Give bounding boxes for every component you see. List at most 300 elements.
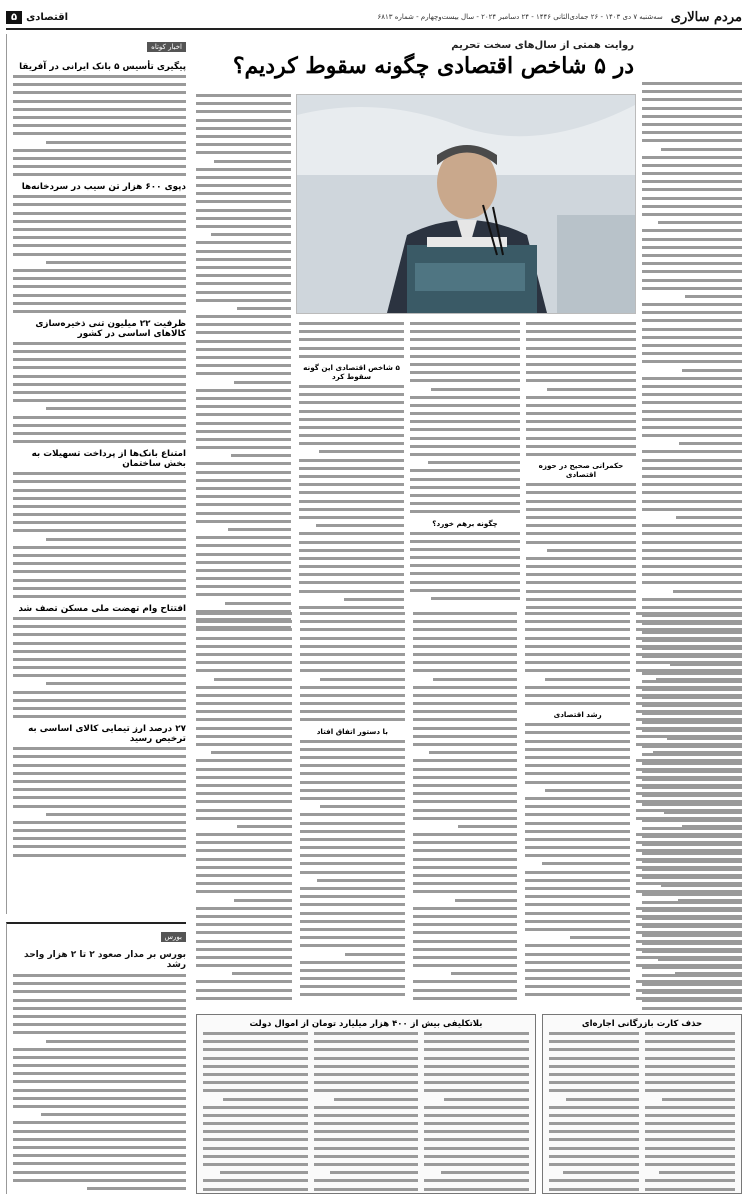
- lead-body: [299, 322, 404, 358]
- text-line: [196, 702, 292, 705]
- text-line: [642, 524, 742, 527]
- box-body: [424, 1032, 529, 1194]
- text-line: [196, 653, 292, 656]
- text-line: [196, 200, 291, 203]
- text-line: [410, 494, 520, 497]
- brief-title: پیگیری تأسیس ۵ بانک ایرانی در آفریقا: [19, 62, 186, 72]
- text-line: [424, 1032, 529, 1035]
- text-line: [300, 702, 405, 705]
- text-line: [645, 1048, 735, 1051]
- text-line: [13, 1089, 186, 1092]
- text-line: [424, 1155, 529, 1158]
- text-line: [526, 412, 636, 415]
- text-line: [636, 874, 742, 877]
- text-line: [196, 430, 291, 433]
- text-line: [410, 502, 520, 505]
- text-line: [196, 389, 291, 392]
- text-line: [526, 355, 636, 358]
- text-line: [413, 743, 518, 746]
- brief-title: امتناع بانک‌ها از پرداخت تسهیلات به بخش ساختمان: [31, 449, 186, 470]
- text-line: [13, 489, 186, 492]
- text-line: [196, 866, 292, 869]
- text-line: [196, 495, 291, 498]
- text-line: [300, 645, 405, 648]
- text-line: [196, 462, 291, 465]
- text-line: [300, 977, 405, 980]
- text-line: [13, 277, 186, 280]
- text-line: [642, 156, 742, 159]
- text-line: [46, 1040, 186, 1043]
- market-kicker: بورس: [161, 932, 187, 942]
- text-line: [636, 768, 742, 771]
- text-line: [410, 445, 520, 448]
- text-line: [642, 180, 742, 183]
- text-line: [636, 620, 742, 623]
- lead-body: [413, 612, 518, 1000]
- text-line: [642, 270, 742, 273]
- text-line: [642, 508, 742, 511]
- text-line: [549, 1114, 639, 1117]
- text-line: [526, 363, 636, 366]
- text-line: [13, 658, 186, 661]
- text-line: [413, 948, 518, 951]
- text-line: [549, 1040, 639, 1043]
- text-line: [525, 920, 630, 923]
- text-line: [299, 581, 404, 584]
- text-line: [196, 923, 292, 926]
- text-line: [526, 404, 636, 407]
- text-line: [642, 139, 742, 142]
- text-line: [645, 1057, 735, 1060]
- text-line: [525, 748, 630, 751]
- text-line: [237, 307, 291, 310]
- text-line: [636, 694, 742, 697]
- text-line: [525, 953, 630, 956]
- text-line: [196, 184, 291, 187]
- text-line: [525, 969, 630, 972]
- text-line: [682, 825, 742, 828]
- text-line: [314, 1163, 419, 1166]
- text-line: [636, 997, 742, 1000]
- text-line: [413, 661, 518, 664]
- text-line: [196, 397, 291, 400]
- text-line: [13, 845, 186, 848]
- text-line: [636, 710, 742, 713]
- text-line: [196, 143, 291, 146]
- text-line: [13, 424, 186, 427]
- text-line: [526, 396, 636, 399]
- text-line: [314, 1081, 419, 1084]
- text-line: [203, 1065, 308, 1068]
- text-line: [525, 628, 630, 631]
- text-line: [13, 1023, 186, 1026]
- text-line: [526, 565, 636, 568]
- text-line: [424, 1179, 529, 1182]
- text-line: [413, 694, 518, 697]
- text-line: [547, 388, 636, 391]
- lead-photo: [296, 94, 636, 314]
- text-line: [570, 936, 630, 939]
- text-line: [658, 221, 742, 224]
- text-line: [525, 822, 630, 825]
- text-line: [526, 437, 636, 440]
- text-line: [636, 735, 742, 738]
- text-line: [413, 628, 518, 631]
- text-line: [314, 1179, 419, 1182]
- text-line: [525, 797, 630, 800]
- text-line: [46, 261, 186, 264]
- text-line: [345, 953, 405, 956]
- text-line: [196, 102, 291, 105]
- text-line: [299, 393, 404, 396]
- text-line: [13, 132, 186, 135]
- text-line: [13, 83, 186, 86]
- text-line: [636, 800, 742, 803]
- text-line: [196, 792, 292, 795]
- text-line: [300, 993, 405, 996]
- text-line: [203, 1138, 308, 1141]
- text-line: [13, 391, 186, 394]
- text-line: [410, 548, 520, 551]
- text-line: [196, 536, 291, 539]
- text-line: [299, 557, 404, 560]
- text-line: [525, 985, 630, 988]
- text-line: [203, 1048, 308, 1051]
- text-line: [642, 581, 742, 584]
- text-line: [636, 628, 742, 631]
- text-line: [424, 1122, 529, 1125]
- text-line: [196, 553, 291, 556]
- text-line: [196, 422, 291, 425]
- text-line: [196, 348, 291, 351]
- text-line: [525, 731, 630, 734]
- text-line: [299, 459, 404, 462]
- text-line: [196, 661, 292, 664]
- text-line: [300, 628, 405, 631]
- text-line: [300, 903, 405, 906]
- news-briefs-column: [6, 34, 186, 914]
- text-line: [413, 997, 518, 1000]
- text-line: [413, 964, 518, 967]
- text-line: [300, 912, 405, 915]
- text-line: [410, 379, 520, 382]
- text-line: [300, 830, 405, 833]
- text-line: [636, 743, 742, 746]
- text-line: [299, 565, 404, 568]
- text-line: [636, 686, 742, 689]
- text-line: [234, 899, 292, 902]
- text-line: [642, 344, 742, 347]
- text-line: [196, 637, 292, 640]
- text-line: [203, 1147, 308, 1150]
- text-line: [300, 862, 405, 865]
- box-body: [314, 1032, 419, 1194]
- text-line: [636, 792, 742, 795]
- text-line: [549, 1032, 639, 1035]
- text-line: [636, 727, 742, 730]
- text-line: [203, 1089, 308, 1092]
- text-line: [314, 1048, 419, 1051]
- text-line: [642, 213, 742, 216]
- text-line: [300, 838, 405, 841]
- text-line: [413, 989, 518, 992]
- text-line: [314, 1188, 419, 1191]
- text-line: [13, 350, 186, 353]
- text-line: [410, 556, 520, 559]
- text-line: [13, 505, 186, 508]
- text-line: [636, 718, 742, 721]
- text-line: [196, 882, 292, 885]
- brief-body: [13, 617, 186, 718]
- text-line: [428, 461, 520, 464]
- brief-body: [13, 195, 186, 313]
- text-line: [526, 322, 636, 325]
- text-line: [526, 491, 636, 494]
- text-line: [413, 841, 518, 844]
- text-line: [316, 524, 404, 527]
- text-line: [545, 789, 630, 792]
- text-line: [196, 593, 291, 596]
- text-line: [196, 192, 291, 195]
- text-line: [214, 678, 292, 681]
- text-line: [314, 1138, 419, 1141]
- text-line: [636, 612, 742, 615]
- text-line: [46, 813, 186, 816]
- text-line: [549, 1163, 639, 1166]
- text-line: [300, 871, 405, 874]
- lead-headline: در ۵ شاخص اقتصادی چگونه سقوط کردیم؟: [232, 53, 634, 79]
- text-line: [300, 710, 405, 713]
- text-line: [13, 982, 186, 985]
- text-line: [526, 532, 636, 535]
- text-line: [642, 287, 742, 290]
- text-line: [300, 637, 405, 640]
- text-line: [13, 108, 186, 111]
- text-line: [525, 977, 630, 980]
- text-line: [661, 148, 742, 151]
- text-line: [196, 209, 291, 212]
- text-line: [525, 961, 630, 964]
- text-line: [525, 694, 630, 697]
- text-line: [413, 612, 518, 615]
- text-line: [13, 399, 186, 402]
- text-line: [679, 442, 742, 445]
- text-line: [636, 637, 742, 640]
- text-line: [413, 702, 518, 705]
- text-line: [525, 895, 630, 898]
- text-line: [196, 964, 292, 967]
- text-line: [299, 347, 404, 350]
- text-line: [13, 100, 186, 103]
- text-line: [413, 817, 518, 820]
- text-line: [13, 310, 186, 313]
- text-line: [13, 269, 186, 272]
- text-line: [299, 483, 404, 486]
- text-line: [410, 469, 520, 472]
- text-line: [334, 1098, 419, 1101]
- text-line: [431, 597, 520, 600]
- text-line: [13, 157, 186, 160]
- text-line: [636, 882, 742, 885]
- continuation-column: [300, 612, 405, 1006]
- text-line: [13, 1072, 186, 1075]
- text-line: [196, 282, 291, 285]
- text-line: [642, 123, 742, 126]
- text-line: [413, 882, 518, 885]
- market-column: [6, 922, 186, 1194]
- text-line: [196, 217, 291, 220]
- text-line: [424, 1188, 529, 1191]
- text-line: [525, 805, 630, 808]
- box-body: [203, 1032, 308, 1194]
- text-line: [13, 472, 186, 475]
- text-line: [196, 628, 292, 631]
- text-line: [525, 781, 630, 784]
- text-line: [642, 197, 742, 200]
- text-line: [234, 381, 291, 384]
- text-line: [196, 849, 292, 852]
- text-line: [196, 438, 291, 441]
- text-line: [636, 890, 742, 893]
- text-line: [196, 274, 291, 277]
- text-line: [300, 669, 405, 672]
- text-line: [525, 620, 630, 623]
- text-line: [196, 168, 291, 171]
- text-line: [196, 331, 291, 334]
- text-line: [13, 1154, 186, 1157]
- text-line: [410, 564, 520, 567]
- text-line: [636, 940, 742, 943]
- lead-subhead: ۵ شاخص اقتصادی این گونه سقوط کرد: [303, 362, 400, 381]
- text-line: [525, 637, 630, 640]
- text-line: [13, 674, 186, 677]
- text-line: [13, 650, 186, 653]
- text-line: [314, 1147, 419, 1150]
- text-line: [320, 678, 405, 681]
- text-line: [642, 541, 742, 544]
- lead-subhead: رشد اقتصادی: [553, 710, 602, 720]
- box-title: بلاتکلیفی بیش از ۴۰۰ هزار میلیارد تومان از اموال دولت: [249, 1019, 483, 1029]
- text-line: [196, 645, 292, 648]
- text-line: [526, 483, 636, 486]
- text-line: [410, 540, 520, 543]
- text-line: [659, 1171, 735, 1174]
- briefs-kicker: اخبار کوتاه: [147, 42, 186, 52]
- text-line: [196, 694, 292, 697]
- text-line: [196, 413, 291, 416]
- text-line: [645, 1163, 735, 1166]
- text-line: [413, 809, 518, 812]
- text-line: [525, 887, 630, 890]
- text-line: [13, 707, 186, 710]
- text-line: [211, 233, 291, 236]
- lead-body: [299, 385, 404, 609]
- text-line: [299, 500, 404, 503]
- text-line: [196, 266, 291, 269]
- text-line: [13, 805, 186, 808]
- text-line: [319, 450, 404, 453]
- text-line: [636, 964, 742, 967]
- text-line: [642, 164, 742, 167]
- text-line: [547, 549, 636, 552]
- text-line: [196, 940, 292, 943]
- text-line: [636, 907, 742, 910]
- text-line: [13, 587, 186, 590]
- text-line: [196, 686, 292, 689]
- brief-body: [13, 472, 186, 598]
- text-line: [458, 825, 518, 828]
- text-line: [196, 718, 292, 721]
- continuation-column: [413, 612, 518, 1006]
- text-line: [196, 250, 291, 253]
- text-line: [196, 585, 291, 588]
- text-line: [299, 532, 404, 535]
- text-line: [87, 1187, 186, 1190]
- text-line: [645, 1130, 735, 1133]
- text-line: [41, 1113, 186, 1116]
- text-line: [410, 510, 520, 513]
- text-line: [424, 1081, 529, 1084]
- text-line: [413, 686, 518, 689]
- text-line: [645, 1081, 735, 1084]
- text-line: [13, 440, 186, 443]
- text-line: [300, 944, 405, 947]
- text-line: [13, 780, 186, 783]
- text-line: [13, 974, 186, 977]
- text-line: [13, 529, 186, 532]
- lead-subhead: با دستور اتفاق افتاد: [316, 726, 388, 736]
- text-line: [642, 336, 742, 339]
- text-line: [424, 1065, 529, 1068]
- text-line: [203, 1040, 308, 1043]
- text-line: [410, 437, 520, 440]
- text-line: [645, 1106, 735, 1109]
- text-line: [13, 165, 186, 168]
- text-line: [410, 322, 520, 325]
- text-line: [526, 557, 636, 560]
- text-line: [13, 149, 186, 152]
- text-line: [203, 1073, 308, 1076]
- text-line: [413, 931, 518, 934]
- text-line: [211, 751, 292, 754]
- lead-body: [196, 612, 292, 1000]
- text-line: [636, 817, 742, 820]
- text-line: [410, 453, 520, 456]
- text-line: [678, 899, 742, 902]
- text-line: [410, 338, 520, 341]
- text-line: [526, 420, 636, 423]
- text-line: [526, 445, 636, 448]
- lead-column-3: [526, 322, 636, 612]
- text-line: [300, 887, 405, 890]
- text-line: [413, 890, 518, 893]
- text-line: [196, 858, 292, 861]
- text-line: [196, 405, 291, 408]
- text-line: [642, 434, 742, 437]
- text-line: [549, 1106, 639, 1109]
- text-line: [645, 1114, 735, 1117]
- text-line: [196, 364, 291, 367]
- text-line: [642, 229, 742, 232]
- text-line: [642, 598, 742, 601]
- text-line: [526, 508, 636, 511]
- text-line: [642, 467, 742, 470]
- text-line: [13, 579, 186, 582]
- text-line: [13, 480, 186, 483]
- text-line: [549, 1179, 639, 1182]
- lead-column-4: [410, 322, 520, 612]
- text-line: [196, 743, 292, 746]
